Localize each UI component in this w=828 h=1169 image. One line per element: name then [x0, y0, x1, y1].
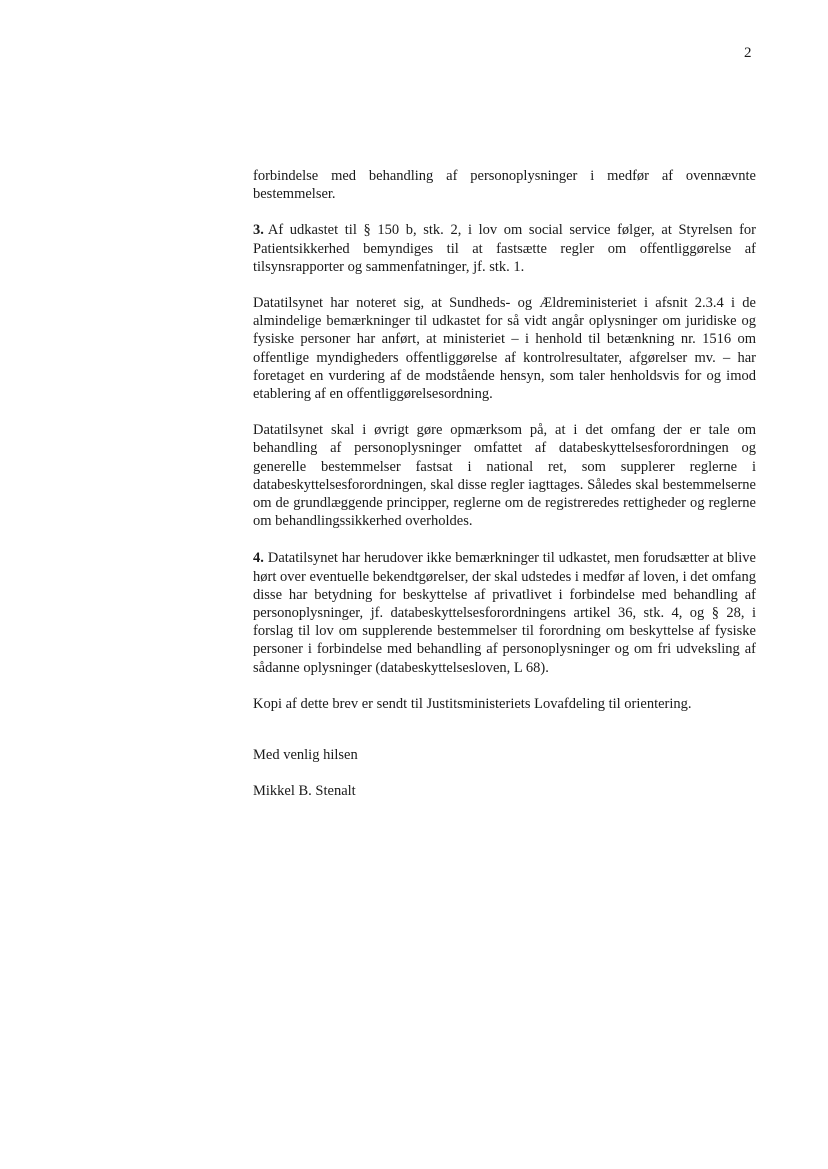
paragraph-4-text: Datatilsynet har herudover ikke bemærkninger til udkastet, men forudsætter at blive hørt over eventuelle bekendtgørelser, der skal udstedes i medfør af loven, i det omfang disse har betydning for beskyttelse af privatlivet i forbindelse med behandling af personoplysninger, jf. databeskyttelsesforordningens artikel 36, stk. 4, og § 28, i forslag til lov om supplerende bestemmelser til forordning om beskyttelse af fysiske personer i forbindelse med behandling af personoplysninger og om fri udveksling af sådanne oplysninger (databeskyttelsesloven, L 68). — [253, 550, 756, 676]
signature-name: Mikkel B. Stenalt — [253, 783, 356, 800]
letter-body — [253, 167, 756, 800]
copy-notice: Kopi af dette brev er sendt til Justitsministeriets Lovafdeling til orientering. — [253, 695, 692, 712]
paragraph-3-text: Af udkastet til § 150 b, stk. 2, i lov om social service følger, at Styrelsen for Patientsikkerhed bemyndiges til at fastsætte regler om offentliggørelse af tilsynsrapporter og sammenfatninger, jf. stk. 1. — [253, 222, 756, 275]
section-number-4: 4. — [253, 550, 264, 567]
paragraph-3 — [253, 221, 756, 276]
paragraph-4 — [253, 549, 756, 676]
paragraph-3-noted: Datatilsynet har noteret sig, at Sundheds- og Ældreministeriet i afsnit 2.3.4 i de almindelige bemærkninger til udkastet for så vidt angår oplysninger om juridiske og fysiske personer har anført, at ministeriet – i henhold til betænkning nr. 1516 om offentlige myndigheders offentliggørelse af kontrolresultater, afgørelser mv. – har foretaget en vurdering af de modstående hensyn, som taler henholdsvis for og imod etablering af en offentliggørelsesordning. — [253, 295, 756, 403]
paragraph-continuation: forbindelse med behandling af personoplysninger i medfør af ovennævnte bestemmelser. — [253, 168, 756, 203]
paragraph-3-attention: Datatilsynet skal i øvrigt gøre opmærksom på, at i det omfang der er tale om behandling af personoplysninger omfattet af databeskyttelsesforordningen og generelle bestemmelser fastsat i national ret, som supplerer reglerne i databeskyttelsesforordningen, skal disse regler iagttages. Således skal bestemmelserne om de grundlæggende principper, reglerne om de registreredes rettigheder og reglerne om behandlingssikkerhed overholdes. — [253, 422, 756, 530]
closing-greeting: Med venlig hilsen — [253, 747, 358, 764]
section-number-3: 3. — [253, 222, 264, 239]
page-number: 2 — [744, 45, 752, 61]
